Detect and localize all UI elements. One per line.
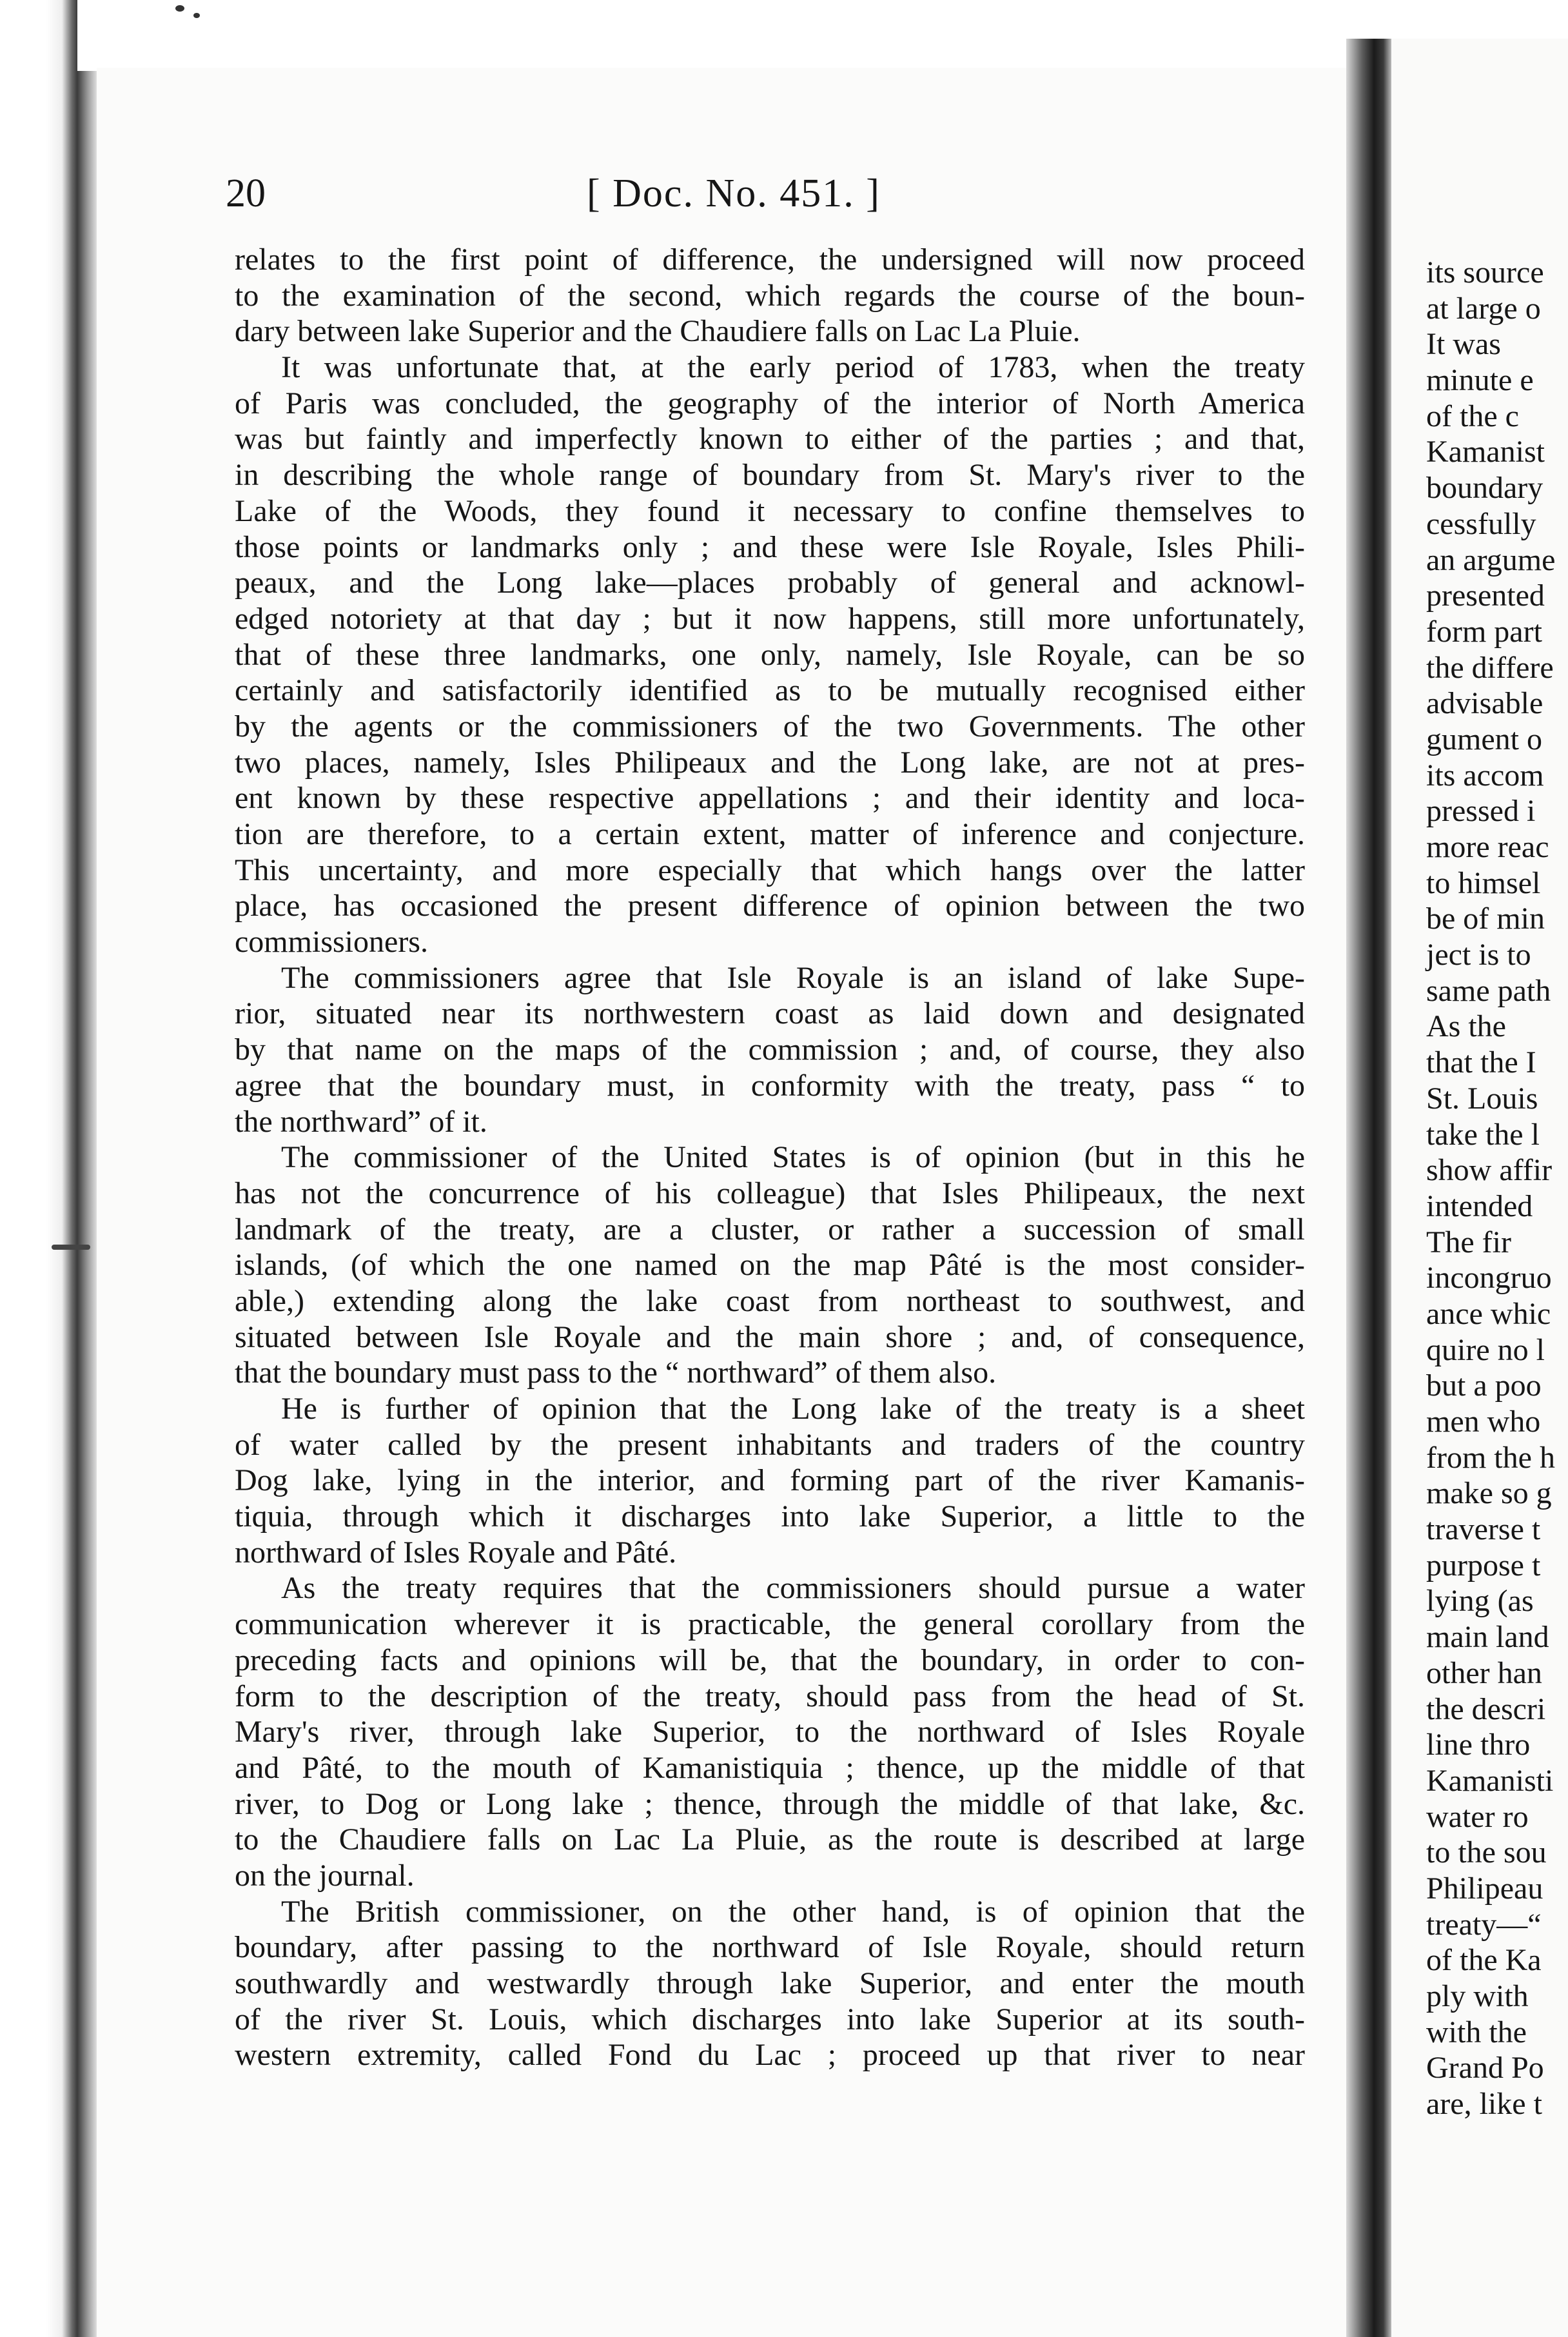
right-page-line: but a poo	[1426, 1368, 1542, 1403]
text-line: those points or landmarks only ; and these were Isle Royale, Isles Phili-	[235, 529, 1305, 564]
text-line: He is further of opinion that the Long lake of the treaty is a sheet	[281, 1392, 1305, 1426]
text-line: Lake of the Woods, they found it necessary to confine themselves to	[235, 493, 1305, 528]
text-line: situated between Isle Royale and the main shore ; and, of consequence,	[235, 1319, 1305, 1354]
text-line: The commissioner of the United States is of opinion (but in this he	[281, 1140, 1305, 1175]
right-page-line: to the sou	[1426, 1835, 1547, 1870]
right-page-line: be of min	[1426, 902, 1545, 936]
right-page-line: form part	[1426, 614, 1542, 649]
right-page-line: Grand Po	[1426, 2051, 1544, 2086]
right-page-line: take the l	[1426, 1117, 1540, 1152]
text-line: islands, (of which the one named on the map Pâté is the most consider-	[235, 1248, 1305, 1283]
right-page-line: main land	[1426, 1620, 1549, 1655]
right-page-line: ance whic	[1426, 1296, 1551, 1331]
right-page-line: from the h	[1426, 1440, 1555, 1475]
page-edge-shadow	[77, 71, 98, 2337]
text-line: Dog lake, lying in the interior, and forming part of the river Kamanis-	[235, 1463, 1305, 1498]
right-page-line: are, like t	[1426, 2087, 1542, 2122]
text-line: by that name on the maps of the commission ; and, of course, they also	[235, 1032, 1305, 1067]
right-page-line: advisable	[1426, 686, 1544, 721]
text-line: dary between lake Superior and the Chaudiere falls on Lac La Pluie.	[235, 314, 1081, 349]
right-page-line: incongruo	[1426, 1261, 1552, 1296]
scan-mark	[52, 1245, 90, 1250]
right-page-line: boundary	[1426, 471, 1544, 506]
right-page-line: line thro	[1426, 1728, 1531, 1762]
text-line: of the river St. Louis, which discharges into lake Superior at its south-	[235, 2002, 1305, 2036]
text-line: place, has occasioned the present difference of opinion between the two	[235, 889, 1305, 923]
scan-left-edge	[0, 0, 77, 2337]
right-page-line: St. Louis	[1426, 1081, 1538, 1116]
right-page-line: traverse t	[1426, 1512, 1541, 1547]
right-page-line: other han	[1426, 1655, 1542, 1690]
text-line: that of these three landmarks, one only, namely, Isle Royale, can be so	[235, 637, 1305, 672]
text-line: preceding facts and opinions will be, that the boundary, in order to con-	[235, 1642, 1305, 1677]
right-page-line: the differe	[1426, 650, 1554, 685]
right-page-line: intended	[1426, 1188, 1533, 1223]
right-page-line: make so g	[1426, 1476, 1552, 1511]
scan-speck	[175, 5, 184, 12]
right-page-line: minute e	[1426, 363, 1534, 398]
right-page-line: purpose t	[1426, 1548, 1541, 1583]
right-page-line: Philipeau	[1426, 1871, 1544, 1906]
right-page-line: cessfully	[1426, 506, 1536, 541]
text-line: western extremity, called Fond du Lac ; proceed up that river to near	[235, 2038, 1305, 2073]
right-page-line: quire no l	[1426, 1332, 1545, 1367]
right-page-line: at large o	[1426, 291, 1541, 326]
text-line: As the treaty requires that the commissioners should pursue a water	[281, 1571, 1305, 1606]
right-page-line: As the	[1426, 1009, 1506, 1044]
right-page-line: ject is to	[1426, 938, 1531, 972]
page-number: 20	[226, 172, 266, 215]
text-line: form to the description of the treaty, should pass from the head of St.	[235, 1679, 1305, 1713]
text-line: on the journal.	[235, 1858, 415, 1893]
right-page-line: that the I	[1426, 1045, 1536, 1080]
page-header	[226, 171, 1335, 232]
text-line: river, to Dog or Long lake ; thence, through the middle of that lake, &c.	[235, 1786, 1305, 1821]
text-line: rior, situated near its northwestern coast as laid down and designated	[235, 996, 1305, 1031]
text-line: Mary's river, through lake Superior, to the northward of Isles Royale	[235, 1715, 1305, 1750]
text-line: has not the concurrence of his colleague) that Isles Philipeaux, the next	[235, 1176, 1305, 1210]
text-line: two places, namely, Isles Philipeaux and the Long lake, are not at pres-	[235, 745, 1305, 780]
text-line: by the agents or the commissioners of the two Governments. The other	[235, 709, 1305, 744]
text-line: edged notoriety at that day ; but it now happens, still more unfortunately,	[235, 601, 1305, 636]
text-line: communication wherever it is practicable, the general corollary from the	[235, 1607, 1305, 1642]
right-page-line: ply with	[1426, 1979, 1529, 2013]
right-page-line: of the Ka	[1426, 1943, 1542, 1978]
right-page-line: The fir	[1426, 1225, 1511, 1259]
right-page-line: same path	[1426, 973, 1551, 1008]
text-line: peaux, and the Long lake—places probably of general and acknowl-	[235, 566, 1305, 600]
text-line: The British commissioner, on the other hand, is of opinion that the	[281, 1894, 1305, 1929]
body-text	[235, 242, 1305, 2073]
right-page-line: men who	[1426, 1405, 1541, 1439]
right-page-line: its source	[1426, 255, 1544, 290]
right-page-line: gument o	[1426, 722, 1542, 756]
text-line: The commissioners agree that Isle Royale is an island of lake Supe-	[281, 960, 1305, 995]
scan-speck	[193, 13, 200, 18]
text-line: relates to the first point of difference, the undersigned will now proceed	[235, 242, 1305, 277]
right-page-line: show affir	[1426, 1153, 1553, 1188]
text-line: in describing the whole range of boundary from St. Mary's river to the	[235, 458, 1305, 493]
text-line: ent known by these respective appellations ; and their identity and loca-	[235, 781, 1305, 816]
book-gutter	[1346, 39, 1393, 2337]
text-line: was but faintly and imperfectly known to either of the parties ; and that,	[235, 422, 1305, 457]
right-page-text	[1426, 255, 1568, 2122]
right-page-line: of the c	[1426, 399, 1519, 433]
text-line: commissioners.	[235, 925, 428, 960]
right-page-line: presented	[1426, 578, 1545, 613]
text-line: This uncertainty, and more especially that which hangs over the latter	[235, 853, 1305, 887]
right-page-line: Kamanisti	[1426, 1763, 1554, 1798]
text-line: that the boundary must pass to the “ northward” of them also.	[235, 1356, 997, 1390]
text-line: southwardly and westwardly through lake Superior, and enter the mouth	[235, 1966, 1305, 2000]
text-line: the northward” of it.	[235, 1104, 487, 1139]
running-head: [ Doc. No. 451. ]	[587, 172, 881, 215]
text-line: to the Chaudiere falls on Lac La Pluie, as the route is described at large	[235, 1822, 1305, 1857]
right-page-line: treaty—“	[1426, 1907, 1542, 1942]
text-line: northward of Isles Royale and Pâté.	[235, 1535, 677, 1570]
text-line: of water called by the present inhabitants and traders of the country	[235, 1427, 1305, 1462]
text-line: certainly and satisfactorily identified as to be mutually recognised either	[235, 673, 1305, 708]
text-line: agree that the boundary must, in conformity with the treaty, pass “ to	[235, 1068, 1305, 1103]
right-page-line: its accom	[1426, 758, 1544, 793]
text-line: able,) extending along the lake coast from northeast to southwest, and	[235, 1283, 1305, 1318]
right-page-line: water ro	[1426, 1799, 1529, 1834]
right-page-line: with the	[1426, 2015, 1527, 2049]
right-page-line: Kamanist	[1426, 435, 1545, 469]
right-page-line: lying (as	[1426, 1584, 1534, 1619]
text-line: and Pâté, to the mouth of Kamanistiquia ; thence, up the middle of that	[235, 1750, 1305, 1785]
text-line: to the examination of the second, which regards the course of the boun-	[235, 278, 1305, 313]
text-line: tiquia, through which it discharges into lake Superior, a little to the	[235, 1499, 1305, 1534]
right-page-line: an argume	[1426, 542, 1556, 577]
right-page-line: to himsel	[1426, 865, 1541, 900]
text-line: landmark of the treaty, are a cluster, or rather a succession of small	[235, 1212, 1305, 1247]
right-page-line: pressed i	[1426, 794, 1536, 829]
text-line: of Paris was concluded, the geography of the interior of North America	[235, 386, 1305, 420]
right-page-line: more reac	[1426, 830, 1549, 864]
right-page-line: It was	[1426, 327, 1501, 362]
text-line: It was unfortunate that, at the early period of 1783, when the treaty	[281, 350, 1305, 385]
text-line: boundary, after passing to the northward of Isle Royale, should return	[235, 1930, 1305, 1965]
right-page-line: the descri	[1426, 1691, 1546, 1726]
text-line: tion are therefore, to a certain extent, matter of inference and conjecture.	[235, 817, 1305, 851]
